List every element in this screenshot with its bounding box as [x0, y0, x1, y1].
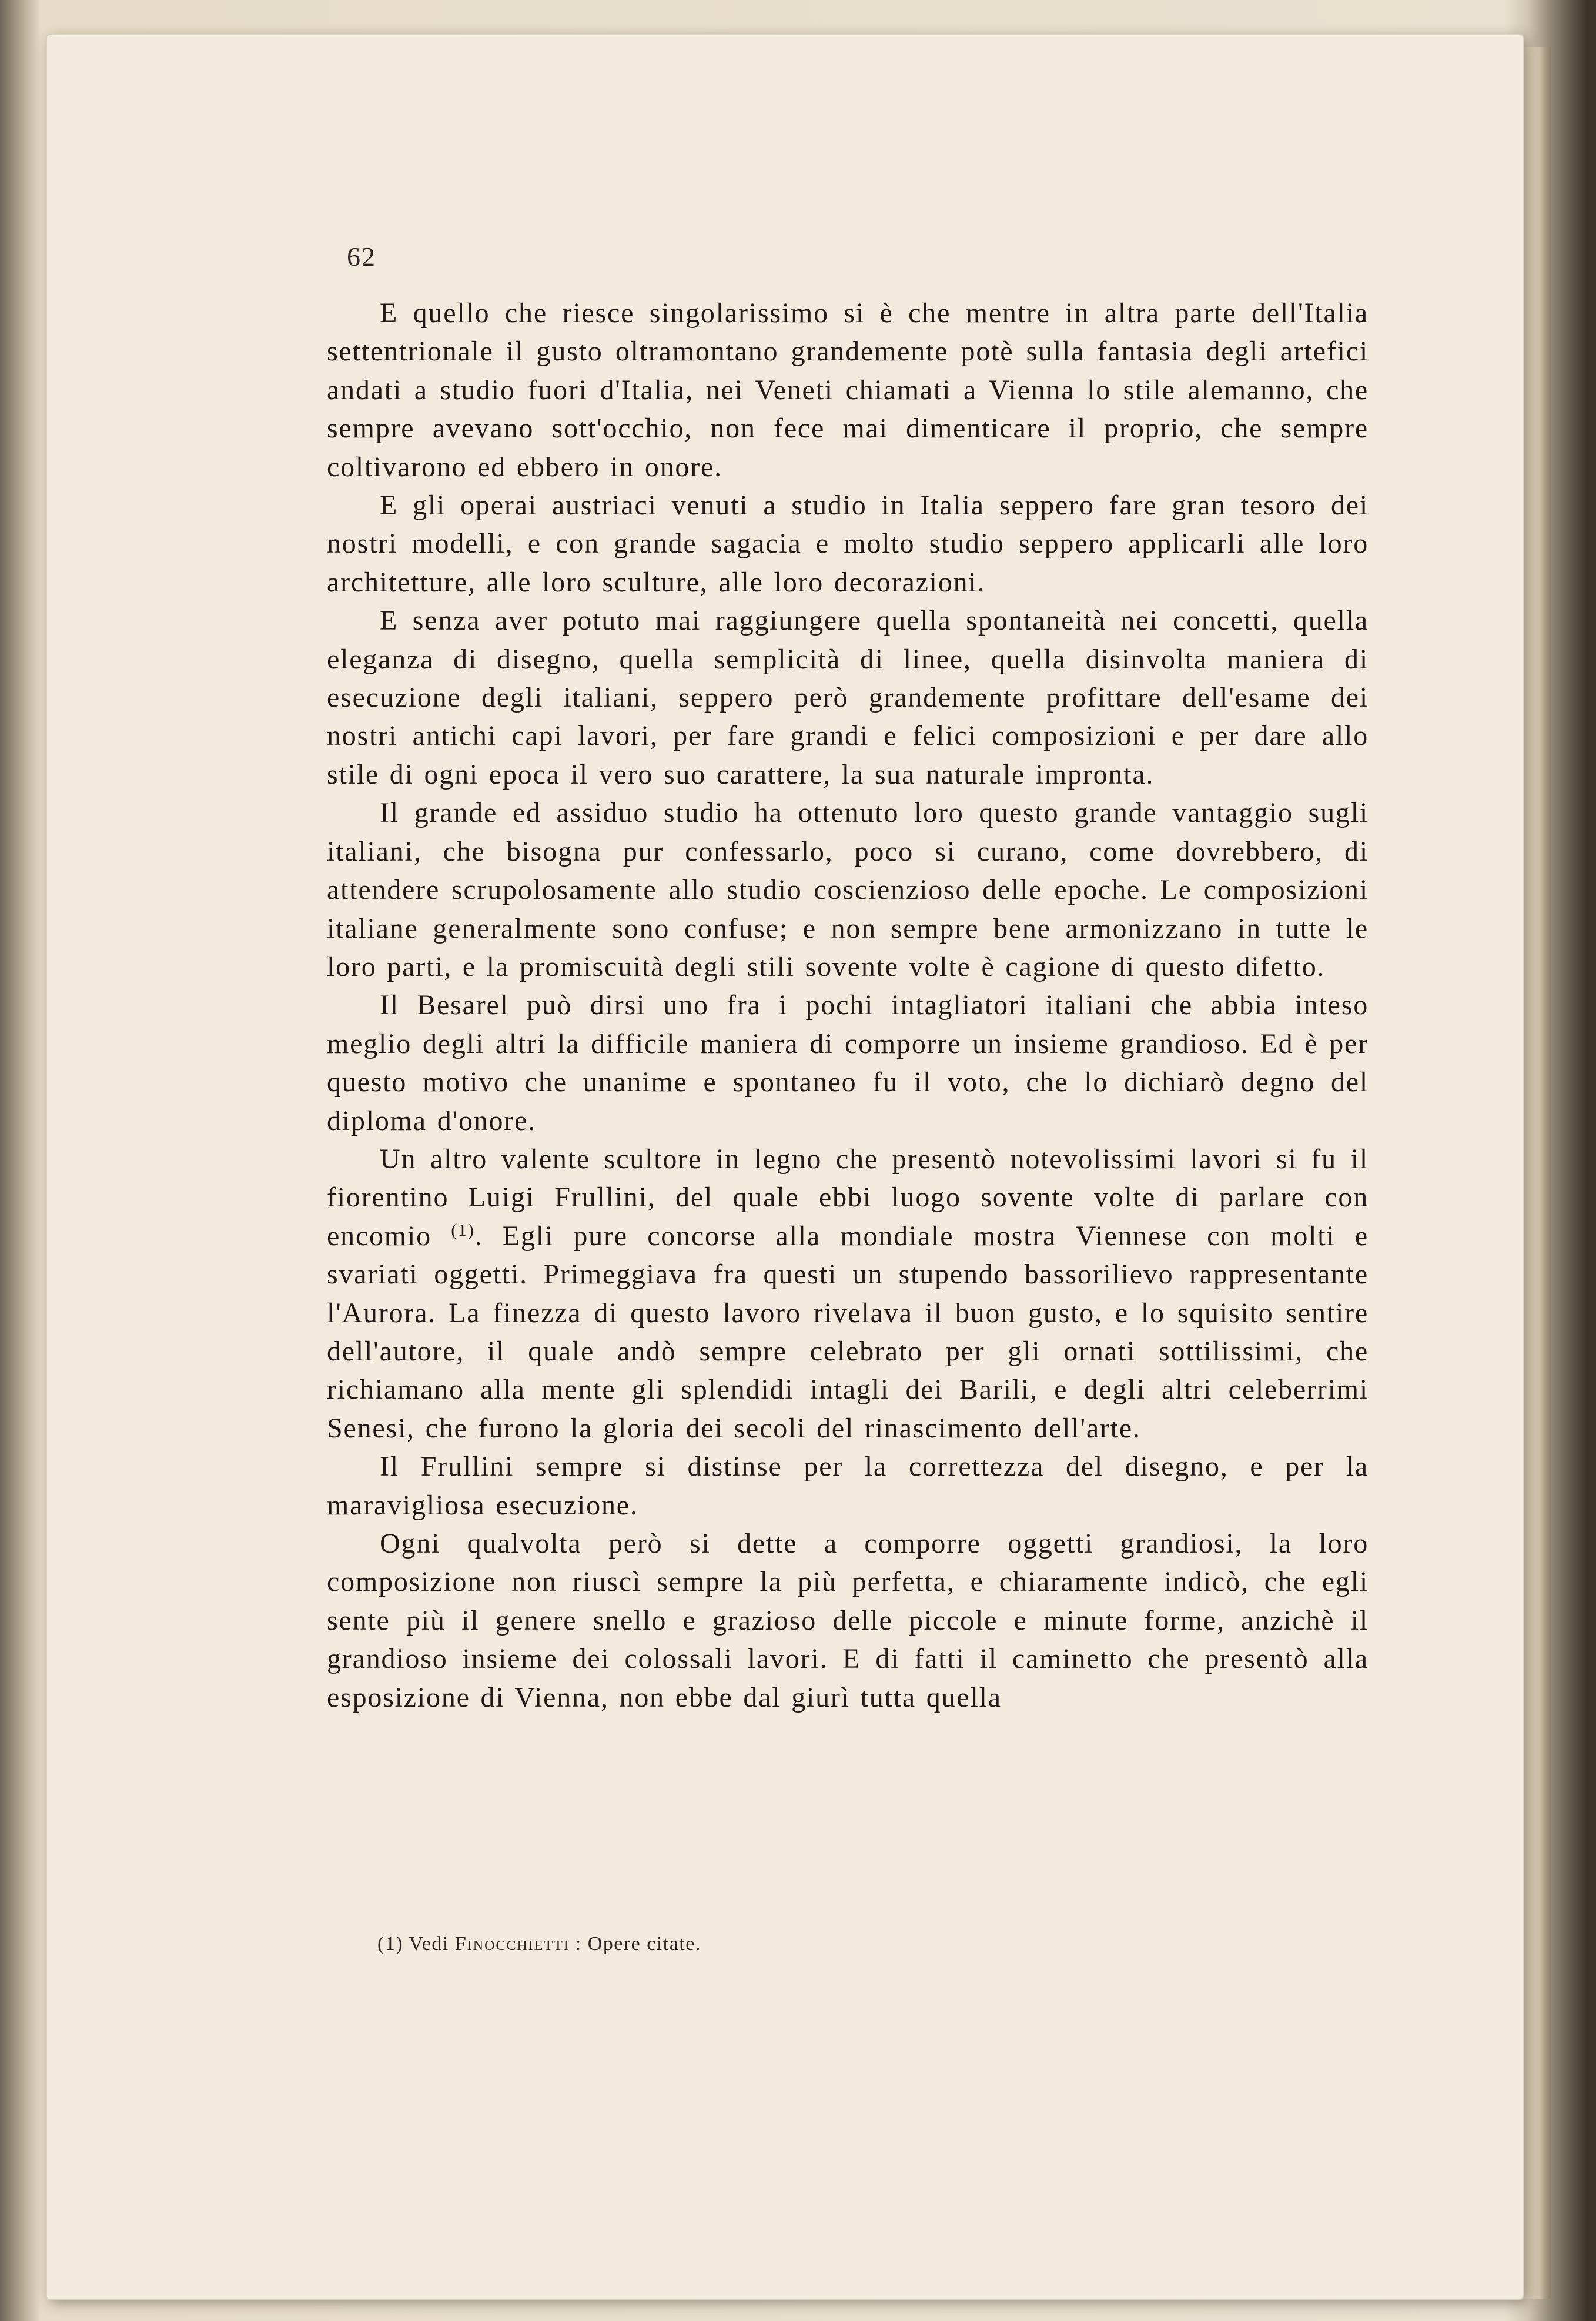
footnote-reference: (1): [451, 1220, 475, 1240]
paragraph-5: Il Besarel può dirsi uno fra i pochi intagliatori italiani che abbia inteso meglio degli altri la difficile maniera di comporre un insieme grandioso. Ed è per questo motivo che unanime e spontaneo fu il voto, che lo dichiarò degno del diploma d'onore.: [327, 989, 1369, 1136]
paragraph-6: [327, 1140, 1369, 1447]
paragraph-1: E quello che riesce singolarissimo si è che mentre in altra parte dell'Italia settentrionale il gusto oltramontano grandemente potè sulla fantasia degli artefici andati a studio fuori d'Italia, nei Veneti chiamati a Vienna lo stile alemanno, che sempre avevano sott'occhio, non fece mai dimenticare il proprio, che sempre coltivarono ed ebbero in onore.: [327, 297, 1369, 483]
page-number: 62: [347, 242, 376, 272]
paragraph-3: E senza aver potuto mai raggiungere quella spontaneità nei concetti, quella eleganza di disegno, quella semplicità di linee, quella disinvolta maniera di esecuzione degli italiani, seppero però grandemente profittare dell'esame dei nostri antichi capi lavori, per fare grandi e felici composizioni e per dare allo stile di ogni epoca il vero suo carattere, la sua naturale impronta.: [327, 605, 1369, 790]
paragraph-6-text-after: . Egli pure concorse alla mondiale mostra Viennese con molti e svariati oggetti. Primeggiava fra questi un stupendo bassorilievo rappresentante l'Aurora. La finezza di questo lavoro rivelava il buon gusto, e lo squisito sentire dell'autore, il quale andò sempre celebrato per gli ornati sottilissimi, che richiamano alla mente gli splendidi intagli dei Barili, e degli altri celeberrimi Senesi, che furono la gloria dei secoli del rinascimento dell'arte.: [327, 1220, 1369, 1444]
footnote-lead: Vedi: [409, 1933, 449, 1955]
facing-page-edge: [1523, 47, 1551, 2299]
paragraph-7: Il Frullini sempre si distinse per la correttezza del disegno, e per la maravigliosa esecuzione.: [327, 1451, 1369, 1521]
footnote-marker: (1): [377, 1933, 404, 1955]
page-body: [327, 294, 1369, 1717]
paragraph-4: Il grande ed assiduo studio ha ottenuto loro questo grande vantaggio sugli italiani, che bisogna pur confessarlo, poco si curano, come dovrebbero, di attendere scrupolosamente allo studio coscienzioso delle epoche. Le composizioni italiane generalmente sono confuse; e non sempre bene armonizzano in tutte le loro parti, e la promiscuità degli stili sovente volte è cagione di questo difetto.: [327, 797, 1369, 982]
paragraph-6-text-before: Un altro valente scultore in legno che presentò notevolissimi lavori si fu il fiorentino Luigi Frullini, del quale ebbi luogo sovente volte di parlare con encomio: [327, 1143, 1369, 1252]
paragraph-2: E gli operai austriaci venuti a studio in Italia seppero fare gran tesoro dei nostri modelli, e con grande sagacia e molto studio seppero applicarli alle loro architetture, alle loro sculture, alle loro decorazioni.: [327, 490, 1369, 598]
footnote-rest: : Opere citate.: [575, 1933, 701, 1955]
paragraph-8: Ogni qualvolta però si dette a comporre oggetti grandiosi, la loro composizione non riuscì sempre la più perfetta, e chiaramente indicò, che egli sente più il genere snello e grazioso delle piccole e minute forme, anzichè il grandioso insieme dei colossali lavori. E di fatti il caminetto che presentò alla esposizione di Vienna, non ebbe dal giurì tutta quella: [327, 1528, 1369, 1713]
footnote-author: Finocchietti: [454, 1933, 570, 1955]
footnote: [377, 1933, 701, 1955]
